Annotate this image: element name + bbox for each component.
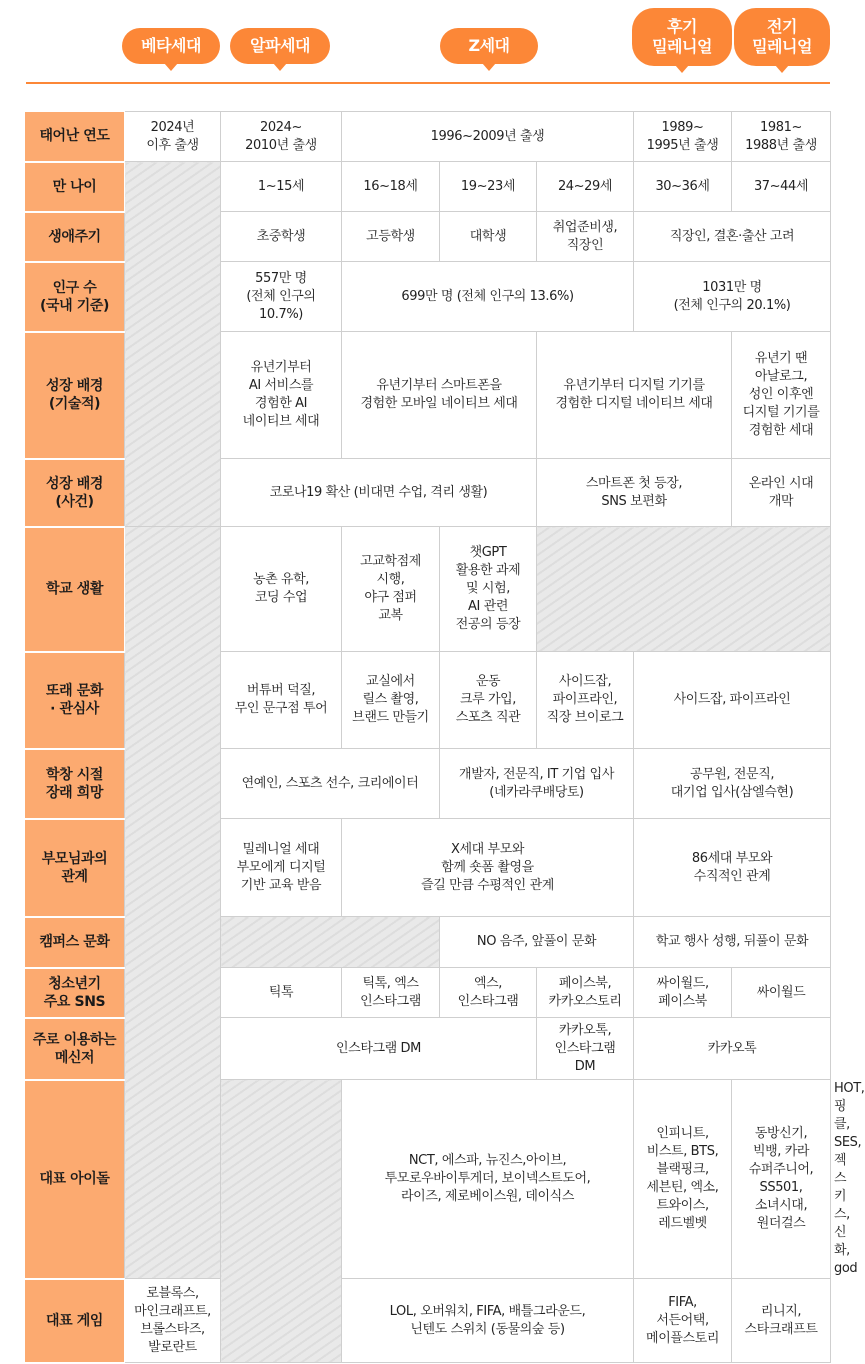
cell-alpha: 틱톡 xyxy=(221,968,342,1018)
cell-late: 1989~ 1995년 출생 xyxy=(634,112,732,162)
row-label: 학창 시절 장래 희망 xyxy=(25,749,125,819)
cell-early: 온라인 시대 개막 xyxy=(732,459,831,527)
row-label: 부모님과의 관계 xyxy=(25,819,125,917)
cell-early: 리니지, 스타크래프트 xyxy=(732,1279,831,1363)
cell-z: X세대 부모와 함께 숏폼 촬영을 즐길 만큼 수평적인 관계 xyxy=(342,819,634,917)
cell-millennial: 1031만 명 (전체 인구의 20.1%) xyxy=(634,262,831,332)
row-birth xyxy=(25,112,831,162)
cell-early: 싸이월드 xyxy=(732,968,831,1018)
bubble-beta: 베타세대 xyxy=(122,28,220,64)
cell-late: FIFA, 서든어택, 메이플스토리 xyxy=(634,1279,732,1363)
cell-z1: 16~18세 xyxy=(342,162,440,212)
cell-z1: 고교학점제 시행, 야구 점퍼 교복 xyxy=(342,527,440,652)
row-idol: 대표 아이돌 NCT, 에스파, 뉴진스,아이브, 투모로우바이투게더, 보이넥스트도어, 라이즈, 제로베이스원, 데이식스 인피니트, 비스트, BTS, 블랙핑크, 세븐틴, 엑소, 트와이스, 레드벨벳 동방신기, 빅뱅, 카라 슈퍼주니어, SS501, 소녀시대, 원더걸스 HOT, 핑클, SES, 젝스키스, 신화, god xyxy=(25,1080,831,1279)
cell-millennial: 공무원, 전문직, 대기업 입사(삼엘슥현) xyxy=(634,749,831,819)
row-game xyxy=(25,1279,831,1363)
row-label: 대표 아이돌 xyxy=(25,1080,125,1279)
cell-z3: 취업준비생, 직장인 xyxy=(537,212,634,262)
cell-z23: NO 음주, 앞풀이 문화 xyxy=(440,917,634,968)
cell-z1: 고등학생 xyxy=(342,212,440,262)
cell-millennial: 학교 행사 성행, 뒤풀이 문화 xyxy=(634,917,831,968)
row-label: 주로 이용하는 메신저 xyxy=(25,1018,125,1080)
bubble-late-millennial: 후기 밀레니얼 xyxy=(632,8,732,66)
cell-late: 싸이월드, 페이스북 xyxy=(634,968,732,1018)
cell-millennial: 사이드잡, 파이프라인 xyxy=(634,652,831,749)
cell-alpha-z1: 연예인, 스포츠 선수, 크리에이터 xyxy=(221,749,440,819)
cell-early: 유년기 땐 아날로그, 성인 이후엔 디지털 기기를 경험한 세대 xyxy=(732,332,831,459)
cell-z: LOL, 오버워치, FIFA, 배틀그라운드, 닌텐도 스위치 (동물의숲 등) xyxy=(342,1279,634,1363)
cell-alpha: 2024~ 2010년 출생 xyxy=(221,112,342,162)
bubble-alpha: 알파세대 xyxy=(230,28,330,64)
comparison-table xyxy=(24,111,865,1364)
cell-millennial: 카카오톡 xyxy=(634,1018,831,1080)
cell-millennial: 직장인, 결혼·출산 고려 xyxy=(634,212,831,262)
cell-alpha: 557만 명 (전체 인구의 10.7%) xyxy=(221,262,342,332)
cell-z2: 챗GPT 활용한 과제 및 시험, AI 관련 전공의 등장 xyxy=(440,527,537,652)
row-label: 인구 수 (국내 기준) xyxy=(25,262,125,332)
cell-empty xyxy=(125,527,221,1279)
cell-early: 1981~ 1988년 출생 xyxy=(732,112,831,162)
cell-z3: 24~29세 xyxy=(537,162,634,212)
cell-empty xyxy=(537,527,831,652)
row-label: 태어난 연도 xyxy=(25,112,125,162)
cell-late: 30~36세 xyxy=(634,162,732,212)
cell-alpha: 농촌 유학, 코딩 수업 xyxy=(221,527,342,652)
row-age xyxy=(25,162,831,212)
cell-z1: 교실에서 릴스 촬영, 브랜드 만들기 xyxy=(342,652,440,749)
cell-z3: 카카오톡, 인스타그램 DM xyxy=(537,1018,634,1080)
cell-z: 1996~2009년 출생 xyxy=(342,112,634,162)
row-label: 또래 문화 · 관심사 xyxy=(25,652,125,749)
cell-alpha-z12: 코로나19 확산 (비대면 수업, 격리 생활) xyxy=(221,459,537,527)
row-label: 만 나이 xyxy=(25,162,125,212)
cell-z2: 19~23세 xyxy=(440,162,537,212)
cell-empty xyxy=(221,917,440,968)
cell-alpha: 로블록스, 마인크래프트, 브롤스타즈, 발로란트 xyxy=(125,1279,221,1363)
cell-alpha: 1~15세 xyxy=(221,162,342,212)
row-label: 대표 게임 xyxy=(25,1279,125,1363)
bubble-z: Z세대 xyxy=(440,28,538,64)
cell-beta: 2024년 이후 출생 xyxy=(125,112,221,162)
row-label: 청소년기 주요 SNS xyxy=(25,968,125,1018)
cell-empty xyxy=(221,1080,342,1363)
cell-z3: 사이드잡, 파이프라인, 직장 브이로그 xyxy=(537,652,634,749)
cell-z3-late: 유년기부터 디지털 기기를 경험한 디지털 네이티브 세대 xyxy=(537,332,732,459)
cell-z3: 인피니트, 비스트, BTS, 블랙핑크, 세븐틴, 엑소, 트와이스, 레드벨벳 xyxy=(634,1080,732,1279)
bubble-early-millennial: 전기 밀레니얼 xyxy=(734,8,830,66)
cell-z2: 엑스, 인스타그램 xyxy=(440,968,537,1018)
cell-alpha: 밀레니얼 세대 부모에게 디지털 기반 교육 받음 xyxy=(221,819,342,917)
cell-alpha-z12: 인스타그램 DM xyxy=(221,1018,537,1080)
cell-z2: 대학생 xyxy=(440,212,537,262)
cell-z2: 운동 크루 가입, 스포츠 직관 xyxy=(440,652,537,749)
cell-alpha-z12: NCT, 에스파, 뉴진스,아이브, 투모로우바이투게더, 보이넥스트도어, 라이즈, 제로베이스원, 데이식스 xyxy=(342,1080,634,1279)
cell-z3: 페이스북, 카카오스토리 xyxy=(537,968,634,1018)
cell-z12: 유년기부터 스마트폰을 경험한 모바일 네이티브 세대 xyxy=(342,332,537,459)
row-label: 생애주기 xyxy=(25,212,125,262)
cell-z: 699만 명 (전체 인구의 13.6%) xyxy=(342,262,634,332)
cell-empty xyxy=(125,162,221,527)
row-school xyxy=(25,527,831,652)
cell-z1: 틱톡, 엑스 인스타그램 xyxy=(342,968,440,1018)
row-label: 학교 생활 xyxy=(25,527,125,652)
row-label: 캠퍼스 문화 xyxy=(25,917,125,968)
row-label: 성장 배경 (기술적) xyxy=(25,332,125,459)
cell-alpha: 유년기부터 AI 서비스를 경험한 AI 네이티브 세대 xyxy=(221,332,342,459)
cell-late: 동방신기, 빅뱅, 카라 슈퍼주니어, SS501, 소녀시대, 원더걸스 xyxy=(732,1080,831,1279)
cell-alpha: 버튜버 덕질, 무인 문구점 투어 xyxy=(221,652,342,749)
row-label: 성장 배경 (사건) xyxy=(25,459,125,527)
cell-millennial: 86세대 부모와 수직적인 관계 xyxy=(634,819,831,917)
header-rule xyxy=(26,82,830,84)
cell-z23: 개발자, 전문직, IT 기업 입사 (네카라쿠배당토) xyxy=(440,749,634,819)
cell-early: 37~44세 xyxy=(732,162,831,212)
cell-alpha: 초중학생 xyxy=(221,212,342,262)
cell-z3-late: 스마트폰 첫 등장, SNS 보편화 xyxy=(537,459,732,527)
